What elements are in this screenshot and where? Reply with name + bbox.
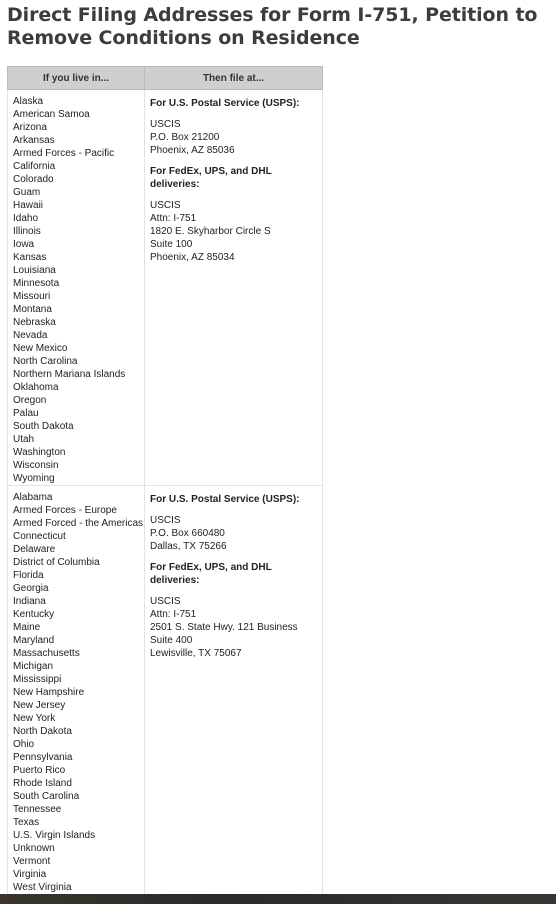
address-line: P.O. Box 21200 [150, 132, 220, 143]
state-item: Ohio [13, 739, 35, 750]
state-item: Utah [13, 434, 35, 445]
state-list [13, 491, 144, 894]
state-item: Texas [13, 817, 40, 828]
address-line: Attn: I-751 [150, 213, 197, 224]
state-item: Kentucky [13, 609, 55, 620]
state-item: Tennessee [13, 804, 62, 815]
state-item: Nevada [13, 330, 48, 341]
state-item: Puerto Rico [13, 765, 66, 776]
courier-address [150, 595, 317, 660]
state-item: Arkansas [13, 135, 55, 146]
address-line: Phoenix, AZ 85034 [150, 252, 235, 263]
state-item: Iowa [13, 239, 35, 250]
column-header-location: If you live in... [8, 67, 145, 90]
state-item: West Virginia [13, 882, 72, 893]
address-line: USCIS [150, 515, 181, 526]
state-item: Connecticut [13, 531, 66, 542]
state-item: Illinois [13, 226, 41, 237]
state-item: North Dakota [13, 726, 72, 737]
state-item: Indiana [13, 596, 46, 607]
state-item: Wisconsin [13, 460, 59, 471]
address-line: Lewisville, TX 75067 [150, 648, 242, 659]
state-item: Louisiana [13, 265, 56, 276]
state-item: Alabama [13, 492, 53, 503]
table-row [8, 90, 323, 486]
states-cell [8, 486, 145, 895]
state-item: Colorado [13, 174, 54, 185]
address-line: Dallas, TX 75266 [150, 541, 227, 552]
state-item: Palau [13, 408, 39, 419]
state-item: Massachusetts [13, 648, 80, 659]
state-item: North Carolina [13, 356, 78, 367]
state-item: District of Columbia [13, 557, 100, 568]
address-cell [145, 486, 323, 895]
state-item: Minnesota [13, 278, 60, 289]
address-line: USCIS [150, 200, 181, 211]
state-item: Missouri [13, 291, 51, 302]
state-item: Hawaii [13, 200, 44, 211]
state-item: American Samoa [13, 109, 90, 120]
state-item: Washington [13, 447, 66, 458]
state-item: U.S. Virgin Islands [13, 830, 96, 841]
table-header-row [8, 67, 323, 90]
state-item: Rhode Island [13, 778, 72, 789]
state-item: Maine [13, 622, 41, 633]
state-item: Armed Forces - Europe [13, 505, 117, 516]
state-item: New Mexico [13, 343, 68, 354]
usps-address [150, 514, 317, 553]
state-item: Northern Mariana Islands [13, 369, 126, 380]
address-cell [145, 90, 323, 486]
state-item: Florida [13, 570, 44, 581]
address-line: P.O. Box 660480 [150, 528, 225, 539]
courier-address [150, 199, 317, 264]
address-line: 1820 E. Skyharbor Circle S [150, 226, 271, 237]
usps-address [150, 118, 317, 157]
state-item: Montana [13, 304, 52, 315]
state-item: Virginia [13, 869, 47, 880]
courier-label: For FedEx, UPS, and DHL deliveries: [150, 166, 272, 190]
states-cell [8, 90, 145, 486]
state-item: Oregon [13, 395, 47, 406]
address-line: Suite 400 [150, 635, 193, 646]
state-item: Mississippi [13, 674, 62, 685]
state-item: Nebraska [13, 317, 56, 328]
state-item: Guam [13, 187, 41, 198]
state-item: New York [13, 713, 56, 724]
state-item: Unknown [13, 843, 55, 854]
address-line: 2501 S. State Hwy. 121 Business [150, 622, 298, 633]
footer-bar [0, 894, 556, 904]
state-item: New Jersey [13, 700, 66, 711]
state-item: New Hampshire [13, 687, 85, 698]
state-item: Wyoming [13, 473, 55, 484]
state-item: Kansas [13, 252, 47, 263]
state-item: South Dakota [13, 421, 74, 432]
usps-label: For U.S. Postal Service (USPS): [150, 494, 300, 505]
state-item: Arizona [13, 122, 47, 133]
state-item: Idaho [13, 213, 39, 224]
address-line: Suite 100 [150, 239, 193, 250]
address-line: Phoenix, AZ 85036 [150, 145, 235, 156]
state-item: Pennsylvania [13, 752, 73, 763]
page-title: Direct Filing Addresses for Form I-751, Petition to Remove Conditions on Residence [7, 4, 538, 49]
state-item: Alaska [13, 96, 44, 107]
state-item: Georgia [13, 583, 49, 594]
state-item: Armed Forced - the Americas [13, 518, 144, 529]
state-item: Armed Forces - Pacific [13, 148, 115, 159]
state-item: California [13, 161, 56, 172]
courier-label: For FedEx, UPS, and DHL deliveries: [150, 562, 272, 586]
state-item: Delaware [13, 544, 56, 555]
usps-label: For U.S. Postal Service (USPS): [150, 98, 300, 109]
address-line: USCIS [150, 119, 181, 130]
state-item: Maryland [13, 635, 55, 646]
column-header-address: Then file at... [145, 67, 323, 90]
address-line: Attn: I-751 [150, 609, 197, 620]
state-item: Vermont [13, 856, 51, 867]
state-item: Oklahoma [13, 382, 59, 393]
state-item: South Carolina [13, 791, 80, 802]
state-list [13, 95, 139, 485]
filing-address-table [7, 66, 323, 895]
table-row [8, 486, 323, 895]
address-line: USCIS [150, 596, 181, 607]
state-item: Michigan [13, 661, 54, 672]
